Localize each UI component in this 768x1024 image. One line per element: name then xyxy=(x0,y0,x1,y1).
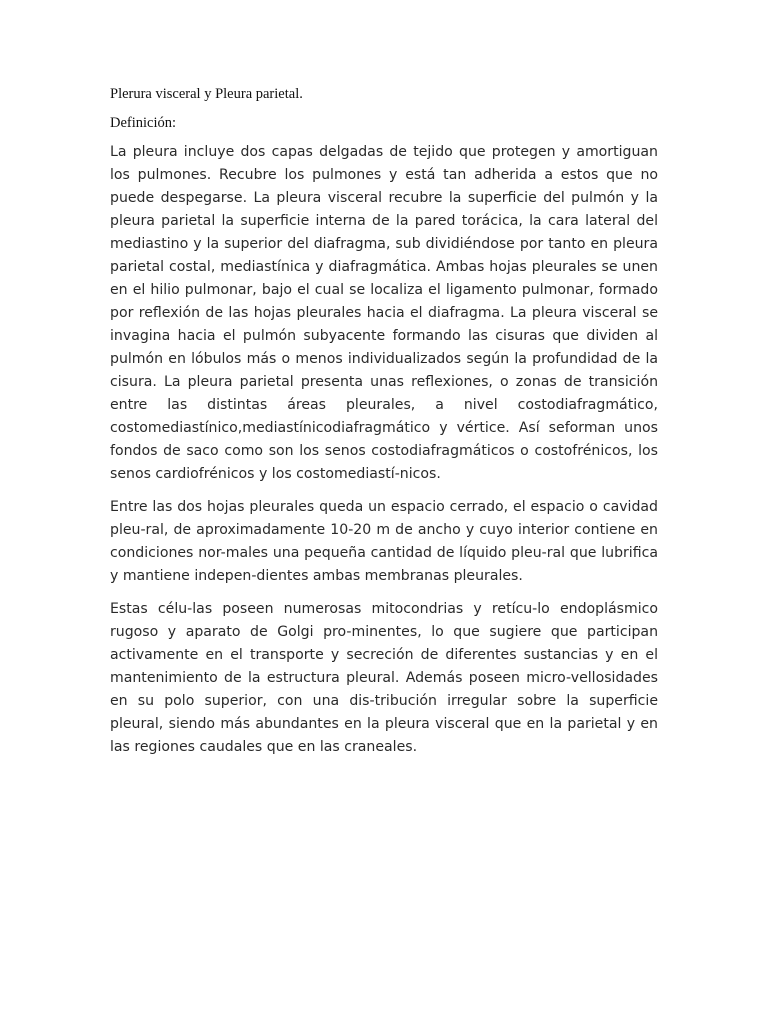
document-title: Plerura visceral y Pleura parietal. xyxy=(110,86,303,102)
paragraph-3: Estas célu-las poseen numerosas mitocondrias y retícu-lo endoplásmico rugoso y aparato de Golgi pro-minentes, lo que sugiere que participan activamente en el transporte y secreción de diferentes sustancias y en el mantenimiento de la estructura pleural. Además poseen micro-vellosidades en su polo superior, con una dis-tribución irregular sobre la superficie pleural, siendo más abundantes en la pleura visceral que en la parietal y en las regiones caudales que en las craneales. xyxy=(110,601,658,755)
paragraph-1: La pleura incluye dos capas delgadas de tejido que protegen y amortiguan los pulmones. Recubre los pulmones y está tan adherida a estos que no puede despegarse. La pleura visceral recubre la superficie del pulmón y la pleura parietal la superficie interna de la pared torácica, la cara lateral del mediastino y la superior del diafragma, sub dividiéndose por tanto en pleura parietal costal, mediastínica y diafragmática. Ambas hojas pleurales se unen en el hilio pulmonar, bajo el cual se localiza el ligamento pulmonar, formado por reflexión de las hojas pleurales hacia el diafragma. La pleura visceral se invagina hacia el pulmón subyacente formando las cisuras que dividen al pulmón en lóbulos más o menos individualizados según la profundidad de la cisura. La pleura parietal presenta unas reflexiones, o zonas de transición entre las distintas áreas pleurales, a nivel costodiafragmático, costomediastínico,mediastínicodiafragmático y vértice. Así seforman unos fondos de saco como son los senos costodiafragmáticos o costofrénicos, los senos cardiofrénicos y los costomediastí-nicos. xyxy=(110,144,658,482)
section-subtitle: Definición: xyxy=(110,115,177,131)
document-page xyxy=(110,84,658,769)
paragraph-2: Entre las dos hojas pleurales queda un espacio cerrado, el espacio o cavidad pleu-ral, de aproximadamente 10-20 m de ancho y cuyo interior contiene en condiciones nor-males una pequeña cantidad de líquido pleu-ral que lubrifica y mantiene indepen-dientes ambas membranas pleurales. xyxy=(110,499,658,584)
